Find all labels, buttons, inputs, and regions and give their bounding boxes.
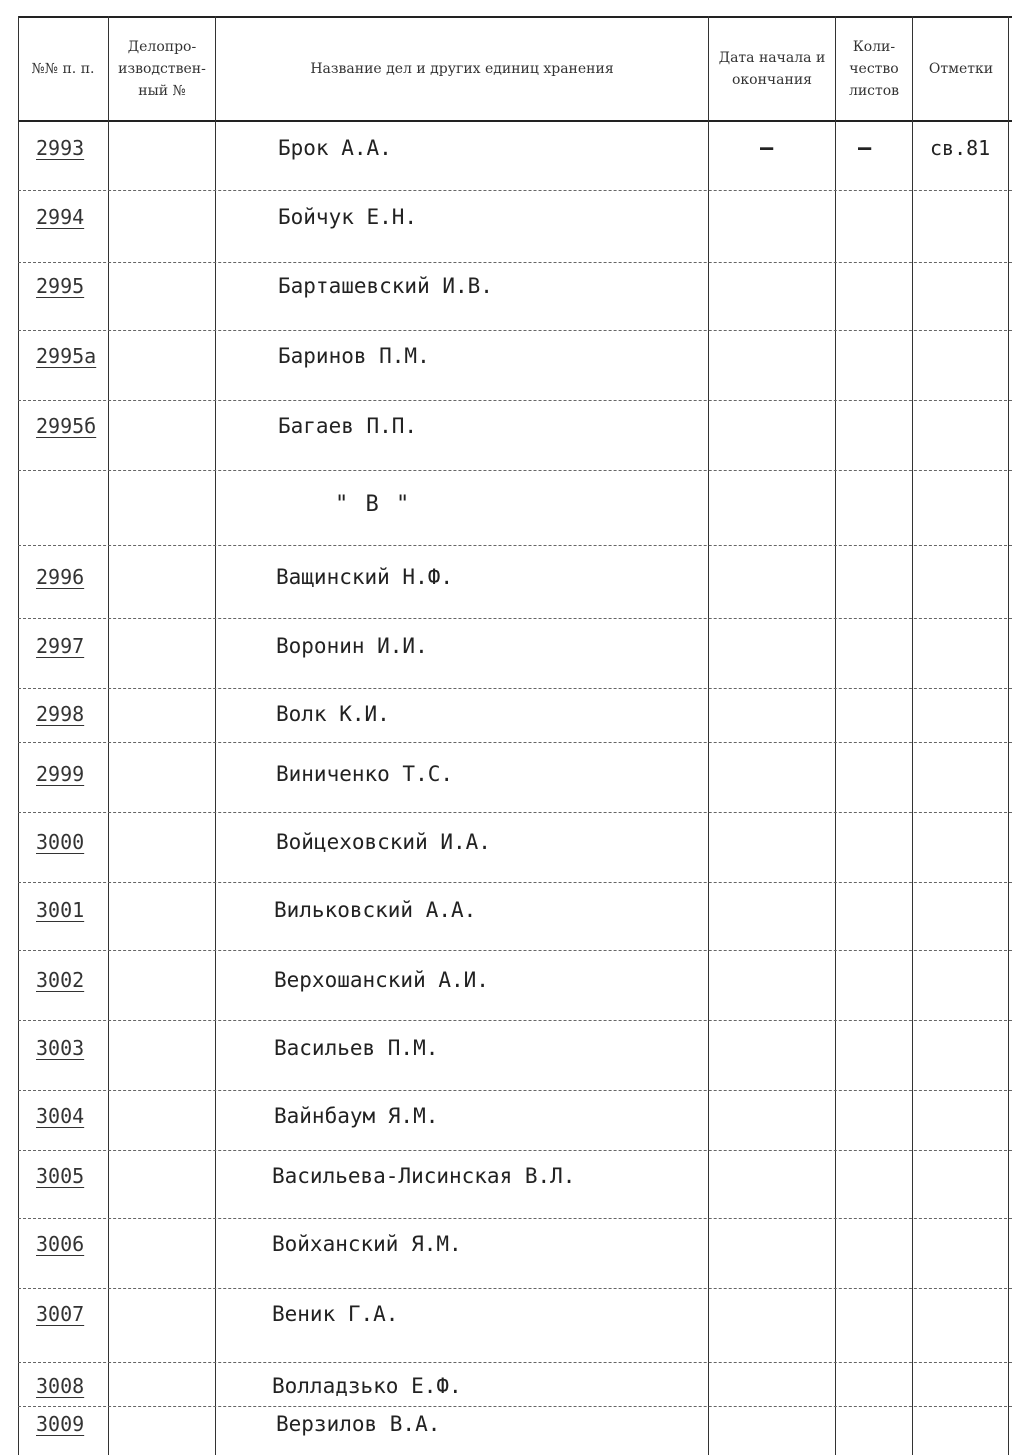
row-number: 3009 [36, 1412, 85, 1436]
table-row [0, 762, 1024, 802]
row-rule [18, 742, 1012, 743]
table-row [0, 205, 1024, 245]
row-name: Баринов П.М. [278, 344, 430, 368]
header-bottom-rule [18, 120, 1012, 122]
row-rule [18, 1362, 1012, 1363]
table-row [0, 344, 1024, 384]
table-row [0, 1104, 1024, 1144]
row-rule [18, 1090, 1012, 1091]
row-number: 3003 [36, 1036, 85, 1060]
row-rule [18, 400, 1012, 401]
row-number: 2995 [36, 274, 85, 298]
row-number: 2999 [36, 762, 85, 786]
row-rule [18, 1406, 1012, 1407]
header-dates: Дата начала и окончания [718, 50, 826, 88]
row-number: 2995б [36, 414, 97, 438]
table-row [0, 830, 1024, 870]
table-row [0, 1302, 1024, 1342]
row-rule [18, 618, 1012, 619]
row-dates: – [760, 136, 774, 161]
row-rule [18, 1020, 1012, 1021]
row-rule [18, 330, 1012, 331]
row-number: 3000 [36, 830, 85, 854]
row-name: Волк К.И. [276, 702, 390, 726]
row-number: 3001 [36, 898, 85, 922]
row-name: Васильева-Лисинская В.Л. [272, 1164, 576, 1188]
row-name: Веник Г.А. [272, 1302, 399, 1326]
row-name: Верзилов В.А. [276, 1412, 441, 1436]
table-row [0, 1036, 1024, 1076]
row-name: Воронин И.И. [276, 634, 428, 658]
header-office-num: Делопро- изводствен- ный № [118, 39, 206, 99]
table-row [0, 1164, 1024, 1204]
row-name: Вайнбаум Я.М. [274, 1104, 439, 1128]
row-number: 3007 [36, 1302, 85, 1326]
row-name: Брок А.А. [278, 136, 392, 160]
row-name: Барташевский И.В. [278, 274, 493, 298]
row-name: Виниченко Т.С. [276, 762, 454, 786]
row-rule [18, 812, 1012, 813]
row-name: Васильев П.М. [274, 1036, 439, 1060]
row-number: 3002 [36, 968, 85, 992]
row-rule [18, 1288, 1012, 1289]
row-count: – [858, 136, 872, 161]
row-rule [18, 470, 1012, 471]
table-row [0, 634, 1024, 674]
header-num: №№ п. п. [31, 61, 95, 78]
row-name: Войцеховский И.А. [276, 830, 491, 854]
row-name: Багаев П.П. [278, 414, 418, 438]
row-name: Бойчук Е.Н. [278, 205, 418, 229]
row-number: 2995а [36, 344, 97, 368]
row-rule [18, 1150, 1012, 1151]
table-row [0, 1232, 1024, 1272]
row-name: Вильковский А.А. [274, 898, 477, 922]
table-row [0, 565, 1024, 605]
row-rule [18, 882, 1012, 883]
table-row [0, 136, 1024, 176]
row-rule [18, 688, 1012, 689]
table-row [0, 968, 1024, 1008]
row-rule [18, 190, 1012, 191]
row-rule [18, 262, 1012, 263]
row-number: 2998 [36, 702, 85, 726]
table-row [0, 702, 1024, 742]
table-row [0, 898, 1024, 938]
row-number: 3008 [36, 1374, 85, 1398]
header-notes: Отметки [928, 61, 994, 78]
row-rule [18, 545, 1012, 546]
row-number: 2997 [36, 634, 85, 658]
row-number: 2993 [36, 136, 85, 160]
table-top-rule [18, 16, 1012, 18]
section-letter: " В " [335, 492, 412, 517]
row-rule [18, 950, 1012, 951]
row-name: Войханский Я.М. [272, 1232, 462, 1256]
header-sheets: Коли- чество листов [848, 39, 900, 99]
row-number: 3005 [36, 1164, 85, 1188]
row-number: 3004 [36, 1104, 85, 1128]
table-row [0, 1412, 1024, 1452]
header-title: Название дел и других единиц хранения [310, 61, 614, 78]
row-number: 3006 [36, 1232, 85, 1256]
table-row [0, 414, 1024, 454]
row-number: 2996 [36, 565, 85, 589]
row-name: Верхошанский А.И. [274, 968, 489, 992]
row-name: Ващинский Н.Ф. [276, 565, 454, 589]
row-name: Волладзько Е.Ф. [272, 1374, 462, 1398]
table-row [0, 1374, 1024, 1414]
row-note: св.81 [930, 136, 991, 160]
row-number: 2994 [36, 205, 85, 229]
row-rule [18, 1218, 1012, 1219]
table-row [0, 274, 1024, 314]
